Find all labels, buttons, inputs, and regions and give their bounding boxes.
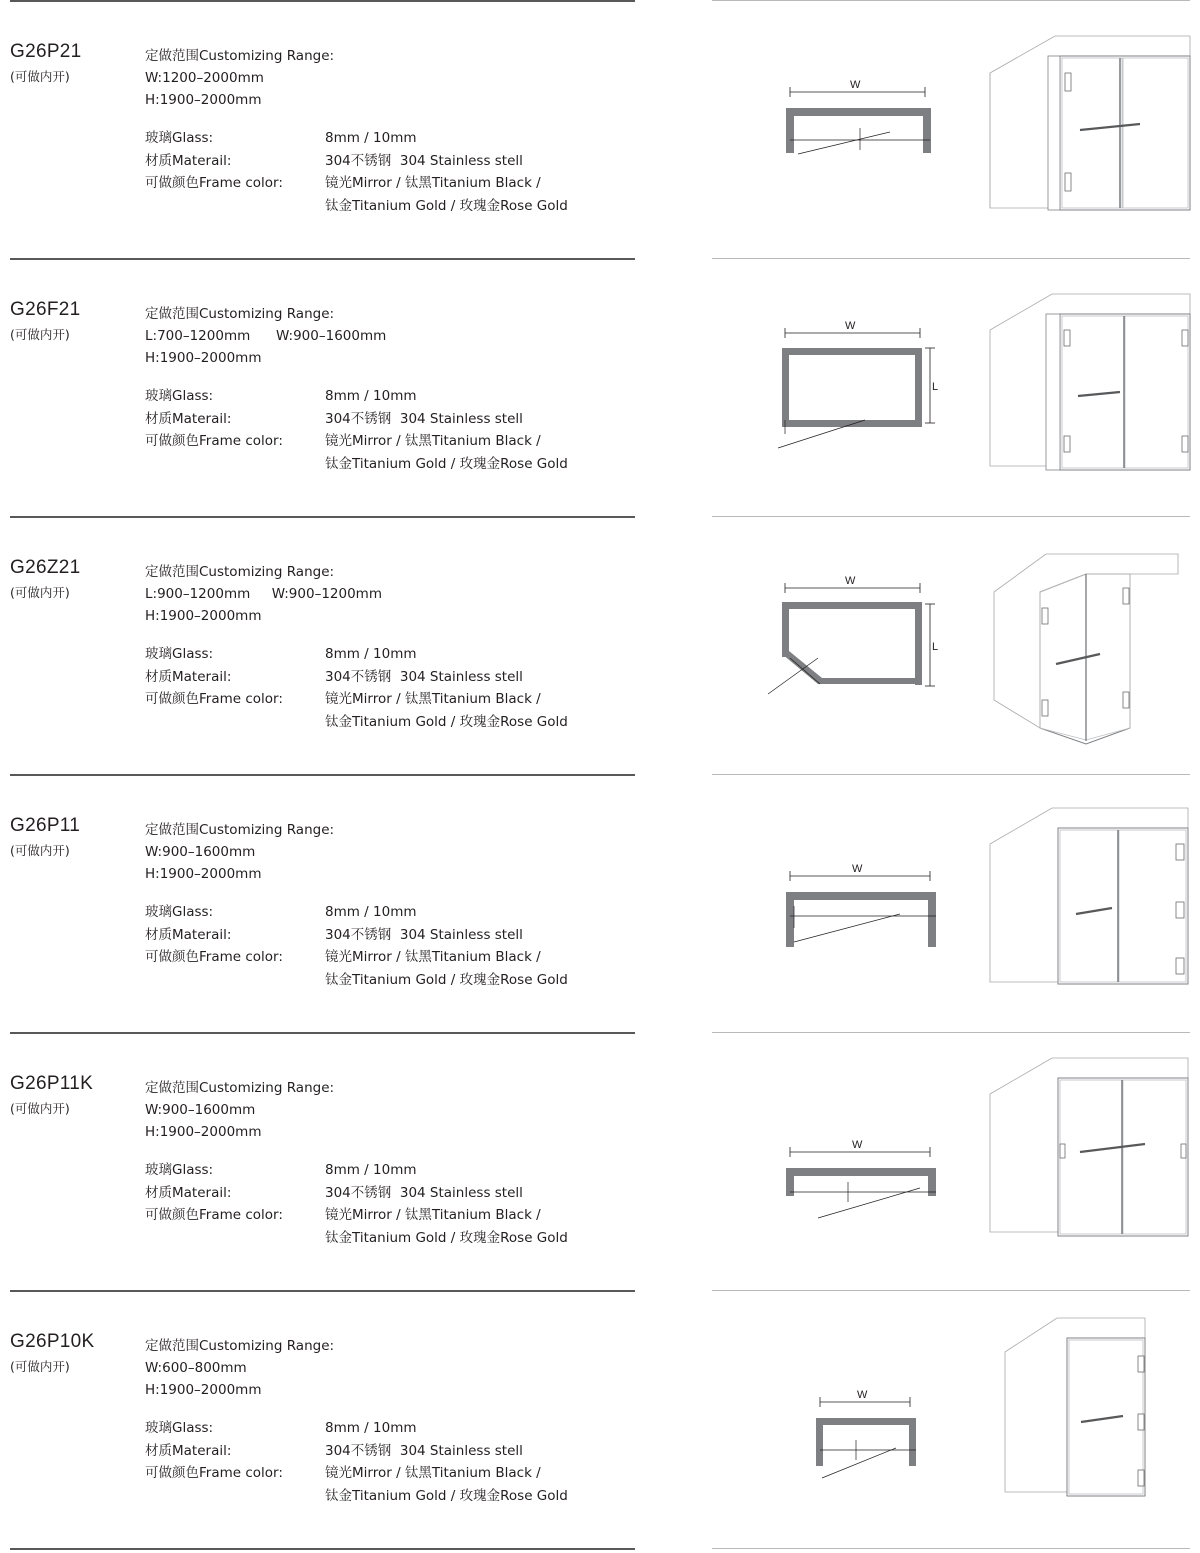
product-info: [0, 1290, 680, 1548]
range-line: H:1900–2000mm: [145, 1382, 262, 1398]
product-spec-block: [145, 1077, 645, 1249]
range-line: H:1900–2000mm: [145, 866, 262, 882]
color-label: 可做颜色Frame color:: [145, 691, 283, 707]
product-spec-block: [145, 1335, 645, 1507]
glass-label: 玻璃Glass:: [145, 904, 214, 920]
color-label: 可做颜色Frame color:: [145, 175, 283, 191]
glass-label: 玻璃Glass:: [145, 130, 214, 146]
range-line: W:1200–2000mm: [145, 70, 264, 86]
spec-row-color: [145, 688, 645, 711]
spec-row-color: [145, 430, 645, 453]
glass-label: 玻璃Glass:: [145, 1162, 214, 1178]
product-code: G26P21: [10, 41, 82, 62]
product-code: G26F21: [10, 299, 81, 320]
material-label: 材质Materail:: [145, 152, 232, 169]
color-label: 可做颜色Frame color:: [145, 433, 283, 449]
product-row: [0, 1032, 1200, 1290]
spec-table: [145, 1417, 645, 1507]
product-code-note: (可做内开): [10, 1100, 70, 1116]
iso-view-drawing: [980, 1044, 1200, 1259]
color-value-line1: 镜光Mirror / 钛黑Titanium Black /: [325, 1207, 541, 1223]
dim-label-w: W: [857, 1389, 868, 1401]
color-value-line1: 镜光Mirror / 钛黑Titanium Black /: [325, 949, 541, 965]
color-value-line2: 钛金Titanium Gold / 玫瑰金Rose Gold: [325, 971, 568, 988]
plan-view-drawing: [770, 70, 1000, 190]
material-value: 304不锈钢 304 Stainless stell: [325, 410, 523, 427]
plan-view-drawing: [760, 308, 1010, 468]
plan-view-drawing: [800, 1380, 1020, 1510]
spec-table: [145, 127, 645, 217]
dim-label-l: L: [932, 381, 939, 393]
spec-row-color-cont: [145, 1485, 645, 1508]
section-divider-right: [712, 1548, 1190, 1549]
spec-row-material: [145, 150, 645, 173]
product-code-note: (可做内开): [10, 1358, 70, 1374]
material-label: 材质Materail:: [145, 1442, 232, 1459]
product-drawings: [700, 516, 1200, 774]
range-line: W:900–1600mm: [145, 1102, 256, 1118]
range-line: W:600–800mm: [145, 1360, 247, 1376]
spec-row-color-cont: [145, 969, 645, 992]
product-drawings: [700, 774, 1200, 1032]
material-value: 304不锈钢 304 Stainless stell: [325, 1442, 523, 1459]
material-value: 304不锈钢 304 Stainless stell: [325, 152, 523, 169]
spec-table: [145, 901, 645, 991]
product-code-block: [10, 1332, 135, 1375]
color-value-line2: 钛金Titanium Gold / 玫瑰金Rose Gold: [325, 197, 568, 214]
spec-row-glass: [145, 901, 645, 924]
glass-label: 玻璃Glass:: [145, 646, 214, 662]
material-value: 304不锈钢 304 Stainless stell: [325, 1184, 523, 1201]
product-info: [0, 516, 680, 774]
color-value-line2: 钛金Titanium Gold / 玫瑰金Rose Gold: [325, 713, 568, 730]
product-drawings: [700, 0, 1200, 258]
glass-label: 玻璃Glass:: [145, 1420, 214, 1436]
color-label: 可做颜色Frame color:: [145, 949, 283, 965]
product-code-note: (可做内开): [10, 584, 70, 600]
product-code: G26P10K: [10, 1331, 95, 1352]
dim-label-w: W: [852, 863, 863, 875]
plan-view-drawing: [760, 566, 1010, 736]
range-title: 定做范围Customizing Range:: [145, 564, 335, 580]
spec-row-color-cont: [145, 453, 645, 476]
iso-view-drawing: [980, 792, 1200, 1007]
product-spec-block: [145, 45, 645, 217]
product-info: [0, 258, 680, 516]
spec-row-material: [145, 1440, 645, 1463]
product-code-block: [10, 42, 135, 85]
product-drawings: [700, 258, 1200, 516]
glass-value: 8mm / 10mm: [325, 904, 417, 920]
color-value-line2: 钛金Titanium Gold / 玫瑰金Rose Gold: [325, 1229, 568, 1246]
product-code-block: [10, 1074, 135, 1117]
plan-view-drawing: [770, 1132, 1010, 1252]
spec-table: [145, 1159, 645, 1249]
color-label: 可做颜色Frame color:: [145, 1207, 283, 1223]
range-title: 定做范围Customizing Range:: [145, 1080, 335, 1096]
product-info: [0, 0, 680, 258]
product-code-block: [10, 816, 135, 859]
product-code: G26P11: [10, 815, 81, 836]
iso-view-drawing: [980, 532, 1200, 747]
glass-value: 8mm / 10mm: [325, 130, 417, 146]
product-row: [0, 1290, 1200, 1548]
spec-row-glass: [145, 1417, 645, 1440]
range-title: 定做范围Customizing Range:: [145, 1338, 335, 1354]
range-line: H:1900–2000mm: [145, 92, 262, 108]
spec-table: [145, 643, 645, 733]
footer-divider-group: [0, 1548, 1200, 1552]
color-label: 可做颜色Frame color:: [145, 1465, 283, 1481]
glass-label: 玻璃Glass:: [145, 388, 214, 404]
color-value-line1: 镜光Mirror / 钛黑Titanium Black /: [325, 175, 541, 191]
iso-view-drawing: [980, 18, 1200, 233]
range-line: W:900–1600mm: [145, 844, 256, 860]
product-drawings: [700, 1290, 1200, 1548]
color-value-line1: 镜光Mirror / 钛黑Titanium Black /: [325, 433, 541, 449]
material-label: 材质Materail:: [145, 1184, 232, 1201]
spec-row-color: [145, 946, 645, 969]
range-line: H:1900–2000mm: [145, 1124, 262, 1140]
product-row: [0, 774, 1200, 1032]
product-spec-block: [145, 303, 645, 475]
glass-value: 8mm / 10mm: [325, 1162, 417, 1178]
product-code-block: [10, 300, 135, 343]
spec-row-glass: [145, 127, 645, 150]
color-value-line1: 镜光Mirror / 钛黑Titanium Black /: [325, 691, 541, 707]
glass-value: 8mm / 10mm: [325, 646, 417, 662]
iso-view-drawing: [995, 1304, 1175, 1519]
product-code-note: (可做内开): [10, 842, 70, 858]
range-line: H:1900–2000mm: [145, 350, 262, 366]
spec-row-material: [145, 666, 645, 689]
dim-label-w: W: [852, 1139, 863, 1151]
product-code: G26P11K: [10, 1073, 94, 1094]
product-drawings: [700, 1032, 1200, 1290]
spec-table: [145, 385, 645, 475]
iso-view-drawing: [980, 278, 1200, 493]
product-row: [0, 258, 1200, 516]
range-title: 定做范围Customizing Range:: [145, 48, 335, 64]
spec-row-color: [145, 1462, 645, 1485]
spec-row-color-cont: [145, 1227, 645, 1250]
range-line: H:1900–2000mm: [145, 608, 262, 624]
range-title: 定做范围Customizing Range:: [145, 822, 335, 838]
spec-row-glass: [145, 643, 645, 666]
spec-row-color-cont: [145, 711, 645, 734]
dim-label-w: W: [850, 79, 861, 91]
material-label: 材质Materail:: [145, 410, 232, 427]
product-code-note: (可做内开): [10, 68, 70, 84]
color-value-line2: 钛金Titanium Gold / 玫瑰金Rose Gold: [325, 1487, 568, 1504]
spec-row-material: [145, 1182, 645, 1205]
product-code-note: (可做内开): [10, 326, 70, 342]
product-code: G26Z21: [10, 557, 81, 578]
color-value-line1: 镜光Mirror / 钛黑Titanium Black /: [325, 1465, 541, 1481]
dim-label-l: L: [932, 641, 939, 653]
material-label: 材质Materail:: [145, 926, 232, 943]
section-divider-left: [10, 1548, 635, 1550]
dim-label-w: W: [845, 575, 856, 587]
glass-value: 8mm / 10mm: [325, 388, 417, 404]
spec-row-glass: [145, 385, 645, 408]
range-line: L:700–1200mm W:900–1600mm: [145, 328, 387, 344]
color-value-line2: 钛金Titanium Gold / 玫瑰金Rose Gold: [325, 455, 568, 472]
dim-label-w: W: [845, 320, 856, 332]
material-label: 材质Materail:: [145, 668, 232, 685]
spec-row-material: [145, 408, 645, 431]
spec-row-color: [145, 1204, 645, 1227]
product-row: [0, 0, 1200, 258]
spec-row-glass: [145, 1159, 645, 1182]
range-title: 定做范围Customizing Range:: [145, 306, 335, 322]
product-code-block: [10, 558, 135, 601]
range-line: L:900–1200mm W:900–1200mm: [145, 586, 382, 602]
product-spec-block: [145, 561, 645, 733]
spec-row-color-cont: [145, 195, 645, 218]
plan-view-drawing: [770, 854, 1010, 974]
spec-row-color: [145, 172, 645, 195]
glass-value: 8mm / 10mm: [325, 1420, 417, 1436]
material-value: 304不锈钢 304 Stainless stell: [325, 668, 523, 685]
product-info: [0, 774, 680, 1032]
product-spec-block: [145, 819, 645, 991]
product-row: [0, 516, 1200, 774]
product-info: [0, 1032, 680, 1290]
spec-row-material: [145, 924, 645, 947]
material-value: 304不锈钢 304 Stainless stell: [325, 926, 523, 943]
